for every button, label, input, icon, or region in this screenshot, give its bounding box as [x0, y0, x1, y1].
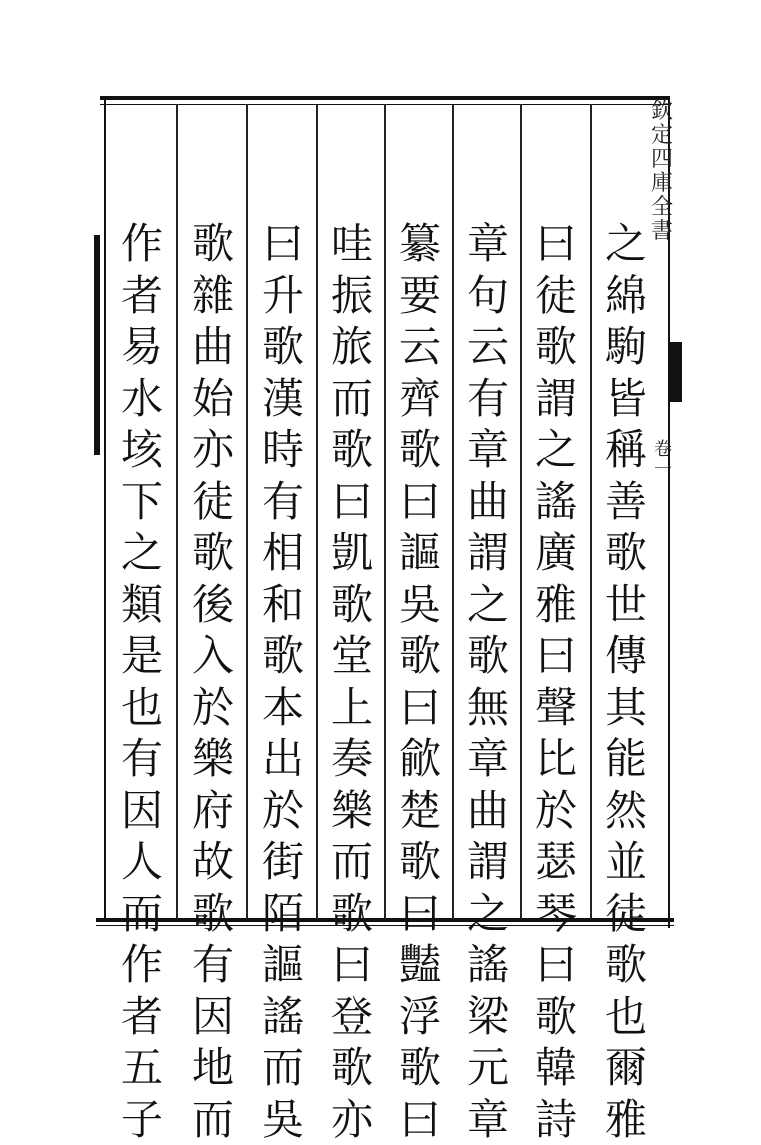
column-divider — [316, 104, 318, 919]
frame-bottom-inner-border — [96, 925, 674, 926]
text-column-1: 之綿駒皆稱善歌世傳其能然並徒歌也爾雅 — [604, 219, 647, 1144]
frame-left-border — [104, 100, 106, 922]
text-column-7: 歌雜曲始亦徒歌後入於樂府故歌有因地而 — [191, 219, 234, 1144]
text-column-3: 章句云有章曲謂之歌無章曲謂之謠梁元章 — [466, 219, 509, 1144]
frame-left-ink-mark — [94, 235, 100, 455]
column-divider — [176, 104, 178, 919]
margin-book-title: 欽定四庫全書 — [650, 99, 673, 244]
column-divider — [246, 104, 248, 919]
text-column-2: 曰徒歌謂之謠廣雅曰聲比於瑟琴曰歌韓詩 — [534, 219, 577, 1144]
column-divider — [452, 104, 454, 919]
text-column-4: 纂要云齊歌曰謳吳歌曰歈楚歌曰豔浮歌曰 — [398, 219, 441, 1144]
column-divider — [520, 104, 522, 919]
text-column-5: 哇振旅而歌曰凱歌堂上奏樂而歌曰登歌亦 — [330, 219, 373, 1144]
frame-top-border — [100, 96, 670, 100]
margin-folio-label: 卷一 — [654, 439, 672, 480]
text-column-6: 曰升歌漢時有相和歌本出於街陌謳謠而吳 — [261, 219, 304, 1144]
text-column-8: 作者易水垓下之類是也有因人而作者五子 — [120, 219, 163, 1144]
fish-tail-mark — [668, 342, 682, 402]
column-divider — [590, 104, 592, 919]
column-divider — [384, 104, 386, 919]
